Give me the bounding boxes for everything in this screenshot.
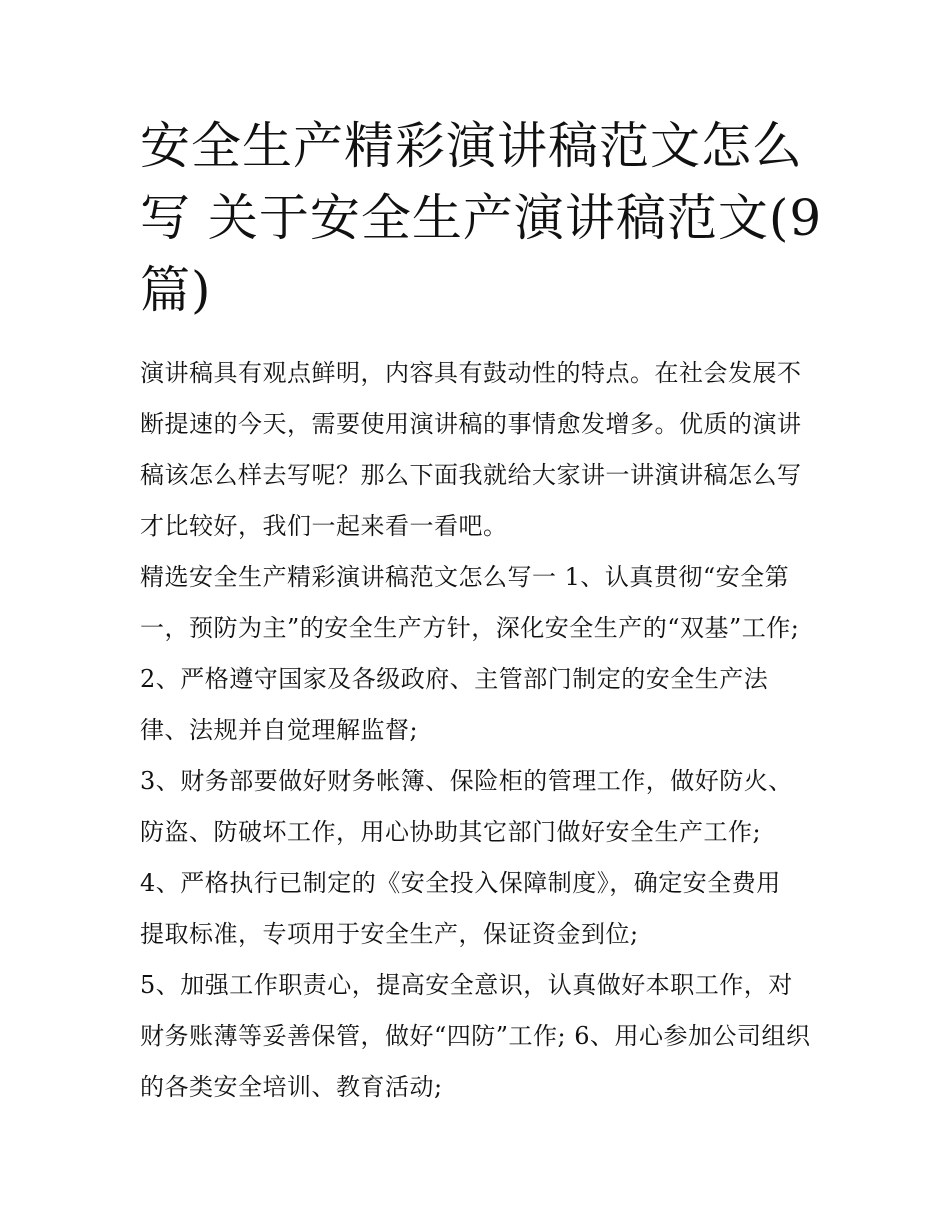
body-line: 5、加强工作职责心，提高安全意识，认真做好本职工作，对 [140, 971, 793, 999]
document-body [140, 348, 820, 1113]
body-line: 2、严格遵守国家及各级政府、主管部门制定的安全生产法 [140, 665, 769, 693]
body-line: 断提速的今天，需要使用演讲稿的事情愈发增多。优质的演讲 [140, 410, 802, 438]
body-line: 才比较好，我们一起来看一看吧。 [140, 512, 508, 540]
body-line: 财务账薄等妥善保管，做好“四防”工作; 6、用心参加公司组织 [140, 1022, 811, 1050]
body-line: 精选安全生产精彩演讲稿范文怎么写一 1、认真贯彻“安全第 [140, 563, 790, 591]
body-line: 演讲稿具有观点鲜明，内容具有鼓动性的特点。在社会发展不 [140, 359, 802, 387]
body-line: 4、严格执行已制定的《安全投入保障制度》，确定安全费用 [140, 869, 781, 897]
title-line: 安全生产精彩演讲稿范文怎么 [140, 117, 803, 175]
body-line: 一，预防为主”的安全生产方针，深化安全生产的“双基”工作; [140, 614, 800, 642]
title-line: 写 关于安全生产演讲稿范文(9 [140, 189, 823, 247]
title-line: 篇) [140, 261, 212, 319]
body-line: 稿该怎么样去写呢？那么下面我就给大家讲一讲演讲稿怎么写 [140, 461, 802, 489]
body-line: 提取标准，专项用于安全生产，保证资金到位; [140, 920, 639, 948]
body-line: 防盗、防破坏工作，用心协助其它部门做好安全生产工作; [140, 818, 762, 846]
body-line: 3、财务部要做好财务帐簿、保险柜的管理工作，做好防火、 [140, 767, 793, 795]
body-line: 律、法规并自觉理解监督; [140, 716, 419, 744]
document-title [140, 110, 823, 326]
body-line: 的各类安全培训、教育活动; [140, 1073, 443, 1101]
